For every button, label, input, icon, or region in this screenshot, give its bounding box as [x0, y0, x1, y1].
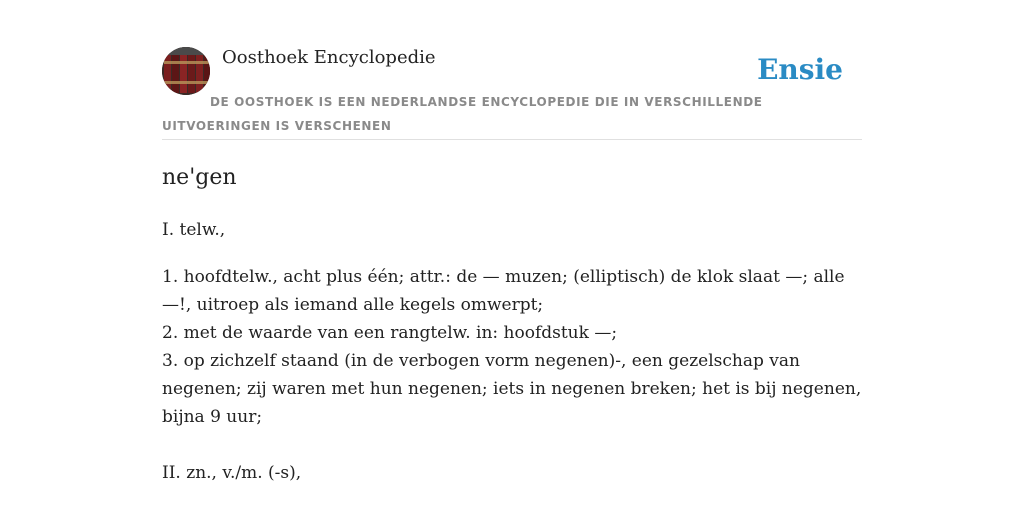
encyclopedia-books-icon[interactable]	[162, 47, 210, 95]
ensie-logo-link[interactable]: Ensie	[757, 53, 843, 86]
definition-3: 3. op zichzelf staand (in de verbogen vorm negenen)-, een gezelschap van negenen; zij waren met hun negenen; iets in negenen breken; het is bij negenen, bijna 9 uur;	[162, 351, 862, 427]
entry-content	[162, 162, 862, 487]
definition-1: 1. hoofdtelw., acht plus één; attr.: de — muzen; (elliptisch) de klok slaat —; alle —!, uitroep als iemand alle kegels omwerpt;	[162, 267, 845, 315]
sense-1-label: I. telw.,	[162, 220, 226, 240]
sense-2-label: II. zn., v./m. (-s),	[162, 463, 302, 483]
definition-2: 2. met de waarde van een rangtelw. in: hoofdstuk —;	[162, 323, 618, 343]
site-name[interactable]: Oosthoek Encyclopedie	[222, 47, 436, 68]
definition-list	[162, 263, 862, 431]
site-tagline: DE OOSTHOEK IS EEN NEDERLANDSE ENCYCLOPEDIE DIE IN VERSCHILLENDE UITVOERINGEN IS VERSCHENEN	[162, 95, 763, 133]
site-header	[162, 46, 862, 140]
entry-headword: ne'gen	[162, 165, 237, 190]
